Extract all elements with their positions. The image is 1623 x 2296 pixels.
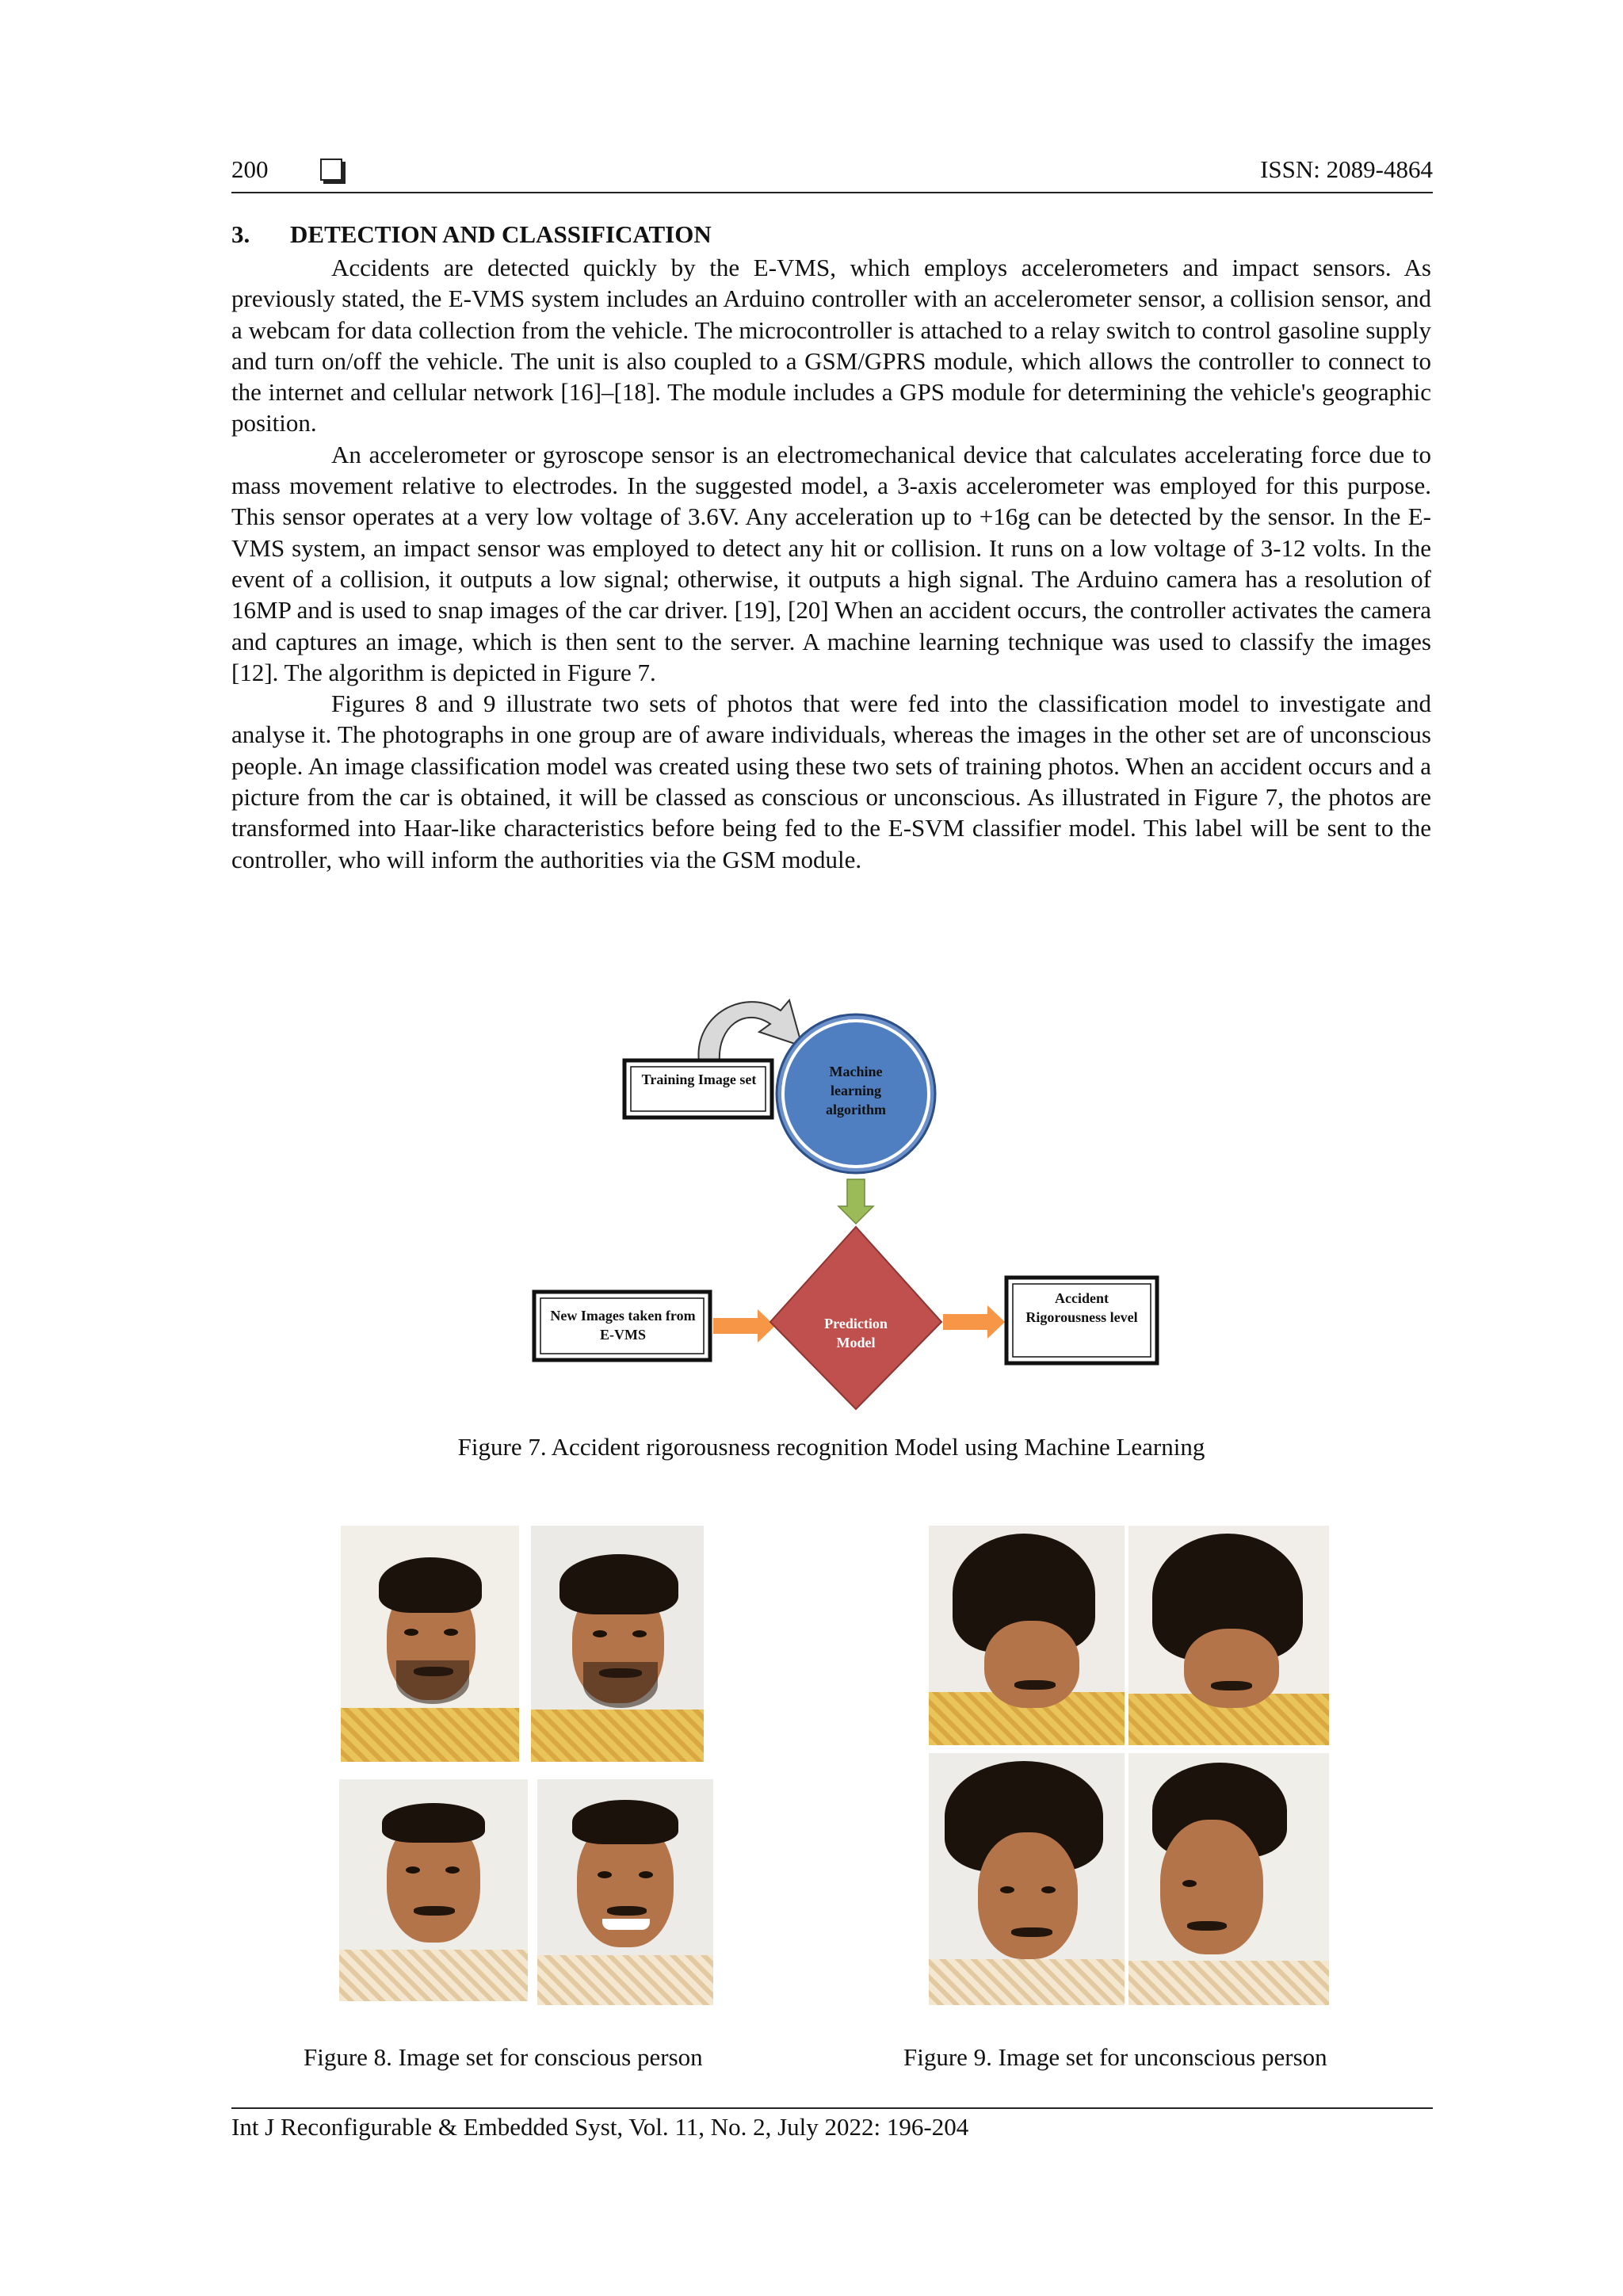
ml-algorithm-label: Machine learning algorithm <box>826 1064 886 1117</box>
output-label: Accident Rigorousness level <box>1025 1290 1138 1325</box>
training-image-label: Training Image set <box>641 1072 757 1087</box>
section-number: 3. <box>231 220 250 248</box>
unconscious-photo <box>929 1526 1125 1745</box>
figure-7-caption: Figure 7. Accident rigorousness recognition Model using Machine Learning <box>457 1433 1205 1461</box>
body-text <box>231 252 1431 875</box>
unconscious-photo <box>929 1753 1125 2005</box>
page-header <box>231 155 1433 193</box>
conscious-photo <box>339 1779 528 2001</box>
unconscious-photo <box>1128 1753 1329 2005</box>
new-images-label: New Images taken from E-VMS <box>550 1308 696 1343</box>
conscious-photo <box>537 1779 713 2005</box>
paragraph: Figures 8 and 9 illustrate two sets of photos that were fed into the classification model to investigate and analyse it. The photographs in one group are of aware individuals, whereas the images in the other set are of unconscious people. An image classification model was created using these two sets of training photos. When an accident occurs and a picture from the car is obtained, it will be classed as conscious or unconscious. As illustrated in Figure 7, the photos are transformed into Haar-like characteristics before being fed to the E-SVM classifier model. This label will be sent to the controller, who will inform the authorities via the GSM module. <box>231 690 1431 873</box>
issn: ISSN: 2089-4864 <box>1260 155 1433 183</box>
paragraph: Accidents are detected quickly by the E-VMS, which employs accelerometers and impact sensors. As previously stated, the E-VMS system includes an Arduino controller with an accelerometer sensor, a collision sensor, and a webcam for data collection from the vehicle. The microcontroller is attached to a relay switch to control gasoline supply and turn on/off the vehicle. The unit is also coupled to a GSM/GPRS module, which allows the controller to connect to the internet and cellular network [16]–[18]. The module includes a GPS module for determining the vehicle's geographic position. <box>231 254 1431 437</box>
down-arrow <box>838 1179 873 1224</box>
figure-7-diagram <box>523 983 1173 1411</box>
figure-9-caption: Figure 9. Image set for unconscious person <box>903 2043 1327 2071</box>
unconscious-photo <box>1128 1526 1329 1745</box>
section-title: DETECTION AND CLASSIFICATION <box>290 220 712 248</box>
curved-arrow <box>698 1000 802 1062</box>
conscious-photo <box>531 1526 704 1762</box>
page-number: 200 <box>231 155 269 183</box>
section-heading <box>231 220 712 249</box>
right-arrow-1 <box>713 1309 775 1343</box>
prediction-model-label: Prediction Model <box>824 1316 888 1350</box>
right-arrow-2 <box>943 1305 1005 1339</box>
conscious-photo <box>341 1526 519 1762</box>
square-bullet-icon <box>320 159 342 181</box>
paragraph: An accelerometer or gyroscope sensor is an electromechanical device that calculates accelerating force due to mass movement relative to electrodes. In the suggested model, a 3-axis accelerometer was employed for this purpose. This sensor operates at a very low voltage of 3.6V. Any acceleration up to +16g can be detected by the sensor. In the E-VMS system, an impact sensor was employed to detect any hit or collision. It runs on a low voltage of 3-12 volts. In the event of a collision, it outputs a low signal; otherwise, it outputs a high signal. The Arduino camera has a resolution of 16MP and is used to snap images of the car driver. [19], [20] When an accident occurs, the controller activates the camera and captures an image, which is then sent to the server. A machine learning technique was used to classify the images [12]. The algorithm is depicted in Figure 7. <box>231 440 1431 686</box>
page-footer: Int J Reconfigurable & Embedded Syst, Vol. 11, No. 2, July 2022: 196-204 <box>231 2113 969 2141</box>
figure-8-caption: Figure 8. Image set for conscious person <box>304 2043 703 2071</box>
training-image-box <box>624 1060 772 1117</box>
footer-rule <box>231 2107 1433 2109</box>
